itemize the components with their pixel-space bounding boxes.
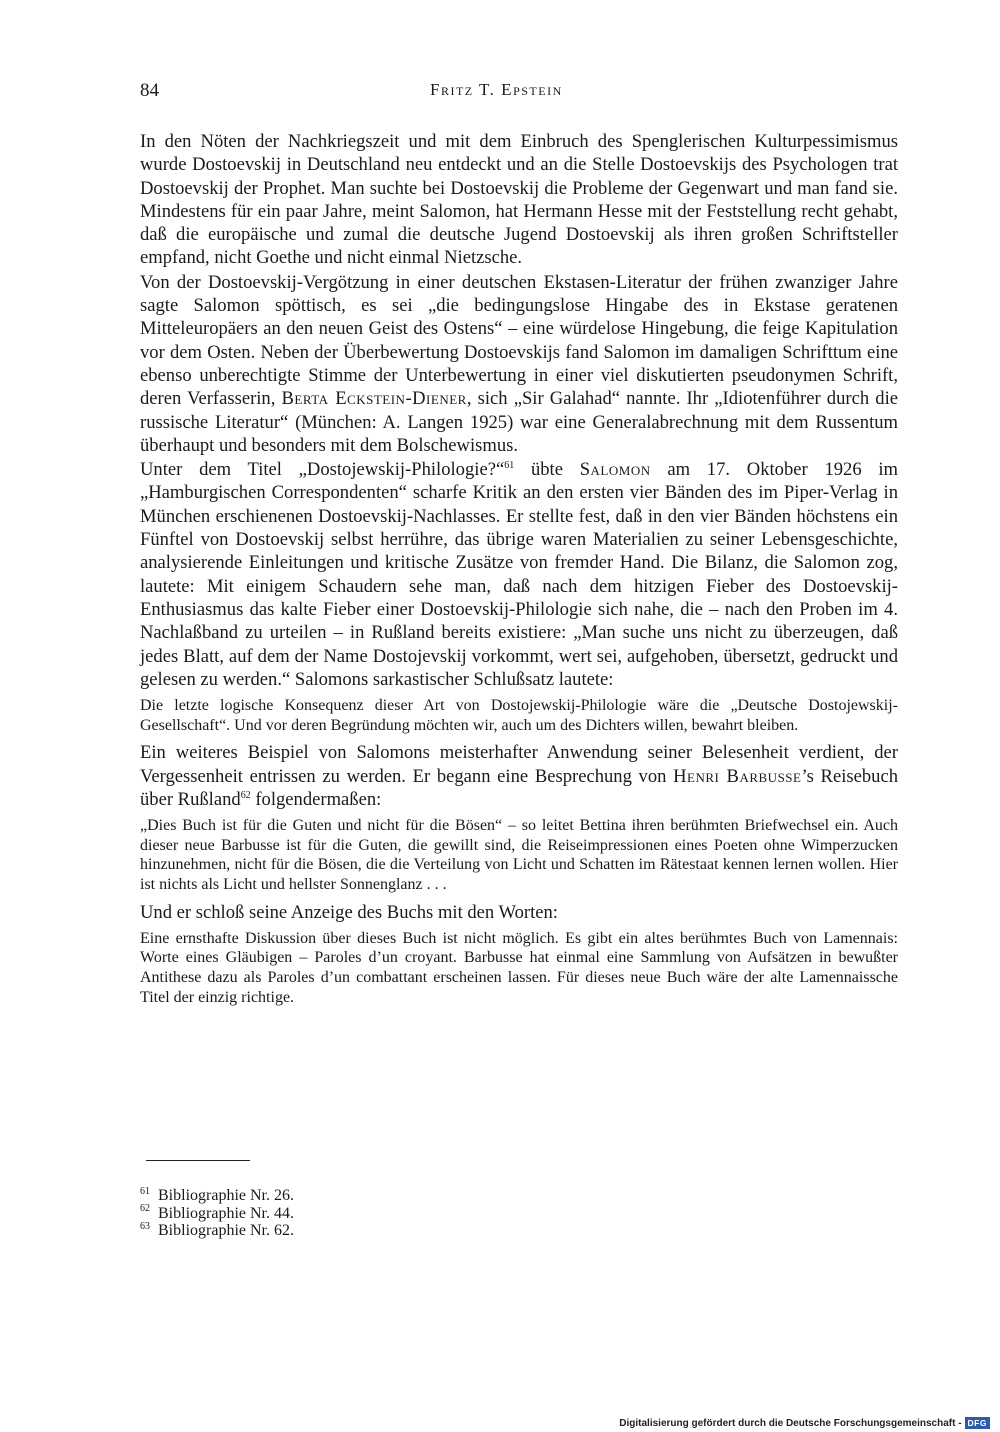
paragraph-4-text-b: ’s Reisebuch über Rußland [140, 765, 899, 810]
dfg-logo: DFG [965, 1417, 990, 1429]
footnote-text: Bibliographie Nr. 44. [158, 1204, 294, 1222]
footnote-text: Bibliographie Nr. 26. [158, 1187, 294, 1204]
footnote-text: Bibliographie Nr. 62. [158, 1222, 294, 1239]
paragraph-4-text-c: folgendermaßen: [250, 788, 382, 810]
paragraph-3 [140, 458, 898, 691]
footnote-number: 62 [140, 1203, 150, 1215]
paragraph-2-text-a: Von der Dostoevskij-Vergötzung in einer deutschen Ekstasen-Literatur der frühen zwanziger Jahre sagte Salomon spöttisch, es sei „die bedingungslose Hingabe des in Ekstase geratenen Mitteleuropäers an den neuen Geist des Ostens“ – eine würdelose Hingebung, die feige Kapitulation vor dem Osten. Neben der Überbewertung Dostoevskijs fand Salomon im damaligen Schrifttum eine ebenso unberechtigte Stimme der Unterbewertung in einer viel diskutierten pseudonymen Schrift, deren Verfasserin, [140, 271, 898, 410]
paragraph-2 [140, 271, 898, 457]
footnote-number: 61 [140, 1185, 150, 1197]
running-head: Fritz T. Epstein [430, 80, 563, 99]
paragraph-3-text-a: Unter dem Titel „Dostojewskij-Philologie?“ [140, 459, 505, 481]
block-quote-1: Die letzte logische Konsequenz dieser Art von Dostojewskij-Philologie wäre die „Deutsche Dostojewskij-Gesellschaft“. Und vor deren Begründung möchten wir, auch um des Dichters willen, bewahrt bleiben. [140, 697, 898, 734]
paragraph-3-text-b: übte [514, 459, 580, 481]
paragraph-5: Und er schloß seine Anzeige des Buchs mit den Worten: [140, 901, 558, 923]
block-quote-2: „Dies Buch ist für die Guten und nicht für die Bösen“ – so leitet Bettina ihren berühmten Briefwechsel ein. Auch dieser neue Barbusse ist für die Guten, die gewillt sind, die Reiseimpressionen eines Poeten ohne Wimperzucken hinzunehmen, nicht für die Bösen, die die Verteilung von Licht und Schatten im Rätestaat kennen lernen wollen. Hier ist nichts als Licht und hellster Sonnenglanz . . . [140, 817, 898, 893]
footnote-divider [146, 1160, 250, 1161]
footnote-62 [140, 1205, 294, 1223]
body-text [140, 130, 898, 1013]
footnotes [140, 1187, 294, 1240]
paragraph-2-text-b: , sich „Sir Galahad“ nannte. Ihr „Idiotenführer durch die russische Literatur“ (München: A. Langen 1925) war eine Generalabrechnung mit dem Russentum überhaupt und besonders mit dem Bolschewismus. [140, 388, 898, 456]
footnote-number: 63 [140, 1220, 150, 1232]
paragraph-1: In den Nöten der Nachkriegszeit und mit dem Einbruch des Spenglerischen Kulturpessimismus wurde Dostoevskij in Deutschland neu entdeckt und an die Stelle Dostoevskijs des Psychologen trat Dostoevskij der Prophet. Man suchte bei Dostoevskij die Probleme der Gegenwart und man fand sie. Mindestens für ein paar Jahre, meint Salomon, hat Hermann Hesse mit der Feststellung recht gehabt, daß die europäische und zumal die deutsche Jugend Dostoevskij als ihren großen Schriftsteller empfand, nicht Goethe und nicht einmal Nietzsche. [140, 131, 898, 269]
paragraph-4 [140, 741, 898, 811]
paragraph-4-text-a: Ein weiteres Beispiel von Salomons meisterhafter Anwendung seiner Belesenheit verdient, der Vergessenheit entrissen zu werden. Er begann eine Besprechung von [140, 742, 898, 787]
page-number: 84 [140, 80, 159, 101]
author-name-salomon: Salomon [579, 459, 651, 481]
credit-text: Digitalisierung gefördert durch die Deutsche Forschungsgemeinschaft - [619, 1417, 962, 1429]
paragraph-3-text-c: am 17. Oktober 1926 im „Hamburgischen Correspondenten“ scharfe Kritik an den ersten vier Bänden des im Piper-Verlag in München erschienenen Dostoevskij-Nachlasses. Er stellte fest, daß in den vier Bänden höchstens ein Fünftel von Dostoevskij selbst herrühre, das übrige waren Materialien zu seiner Lebensgeschichte, analysierende Einleitungen und kritische Zusätze von fremder Hand. Die Bilanz, die Salomon zog, lautete: Mit einigem Schaudern sehe man, daß nach dem hitzigen Fieber des Dostoevskij-Enthusiasmus das kalte Fieber einer Dostoevskij-Philologie sich nahe, die – nach den Proben im 4. Nachlaßband zu urteilen – in Rußland bereits existiere: „Man suche uns nicht zu überzeugen, daß jedes Blatt, auf dem der Name Dostojevskij vorkommt, wert sei, aufgehoben, übersetzt, gedruckt und gelesen zu werden.“ Salomons sarkastischer Schlußsatz lautete: [140, 459, 898, 690]
footnote-61 [140, 1187, 294, 1205]
author-name-eckstein-diener: Berta Eckstein-Diener [281, 388, 467, 410]
footnote-ref-62: 62 [240, 789, 251, 801]
footnote-63 [140, 1222, 294, 1240]
digitization-credit [619, 1417, 990, 1429]
footnote-ref-61: 61 [504, 459, 515, 471]
block-quote-3: Eine ernsthafte Diskussion über dieses Buch ist nicht möglich. Es gibt ein altes berühmtes Buch von Lamennais: Worte eines Gläubigen – Paroles d’un croyant. Barbusse hat einmal eine Sammlung von Aufsätzen in bewußter Antithese dazu als Paroles d’un combattant erscheinen lassen. Für dieses neue Buch wäre der alte Lamennaissche Titel der einzig richtige. [140, 929, 898, 1006]
author-name-barbusse: Henri Barbusse [673, 765, 802, 787]
